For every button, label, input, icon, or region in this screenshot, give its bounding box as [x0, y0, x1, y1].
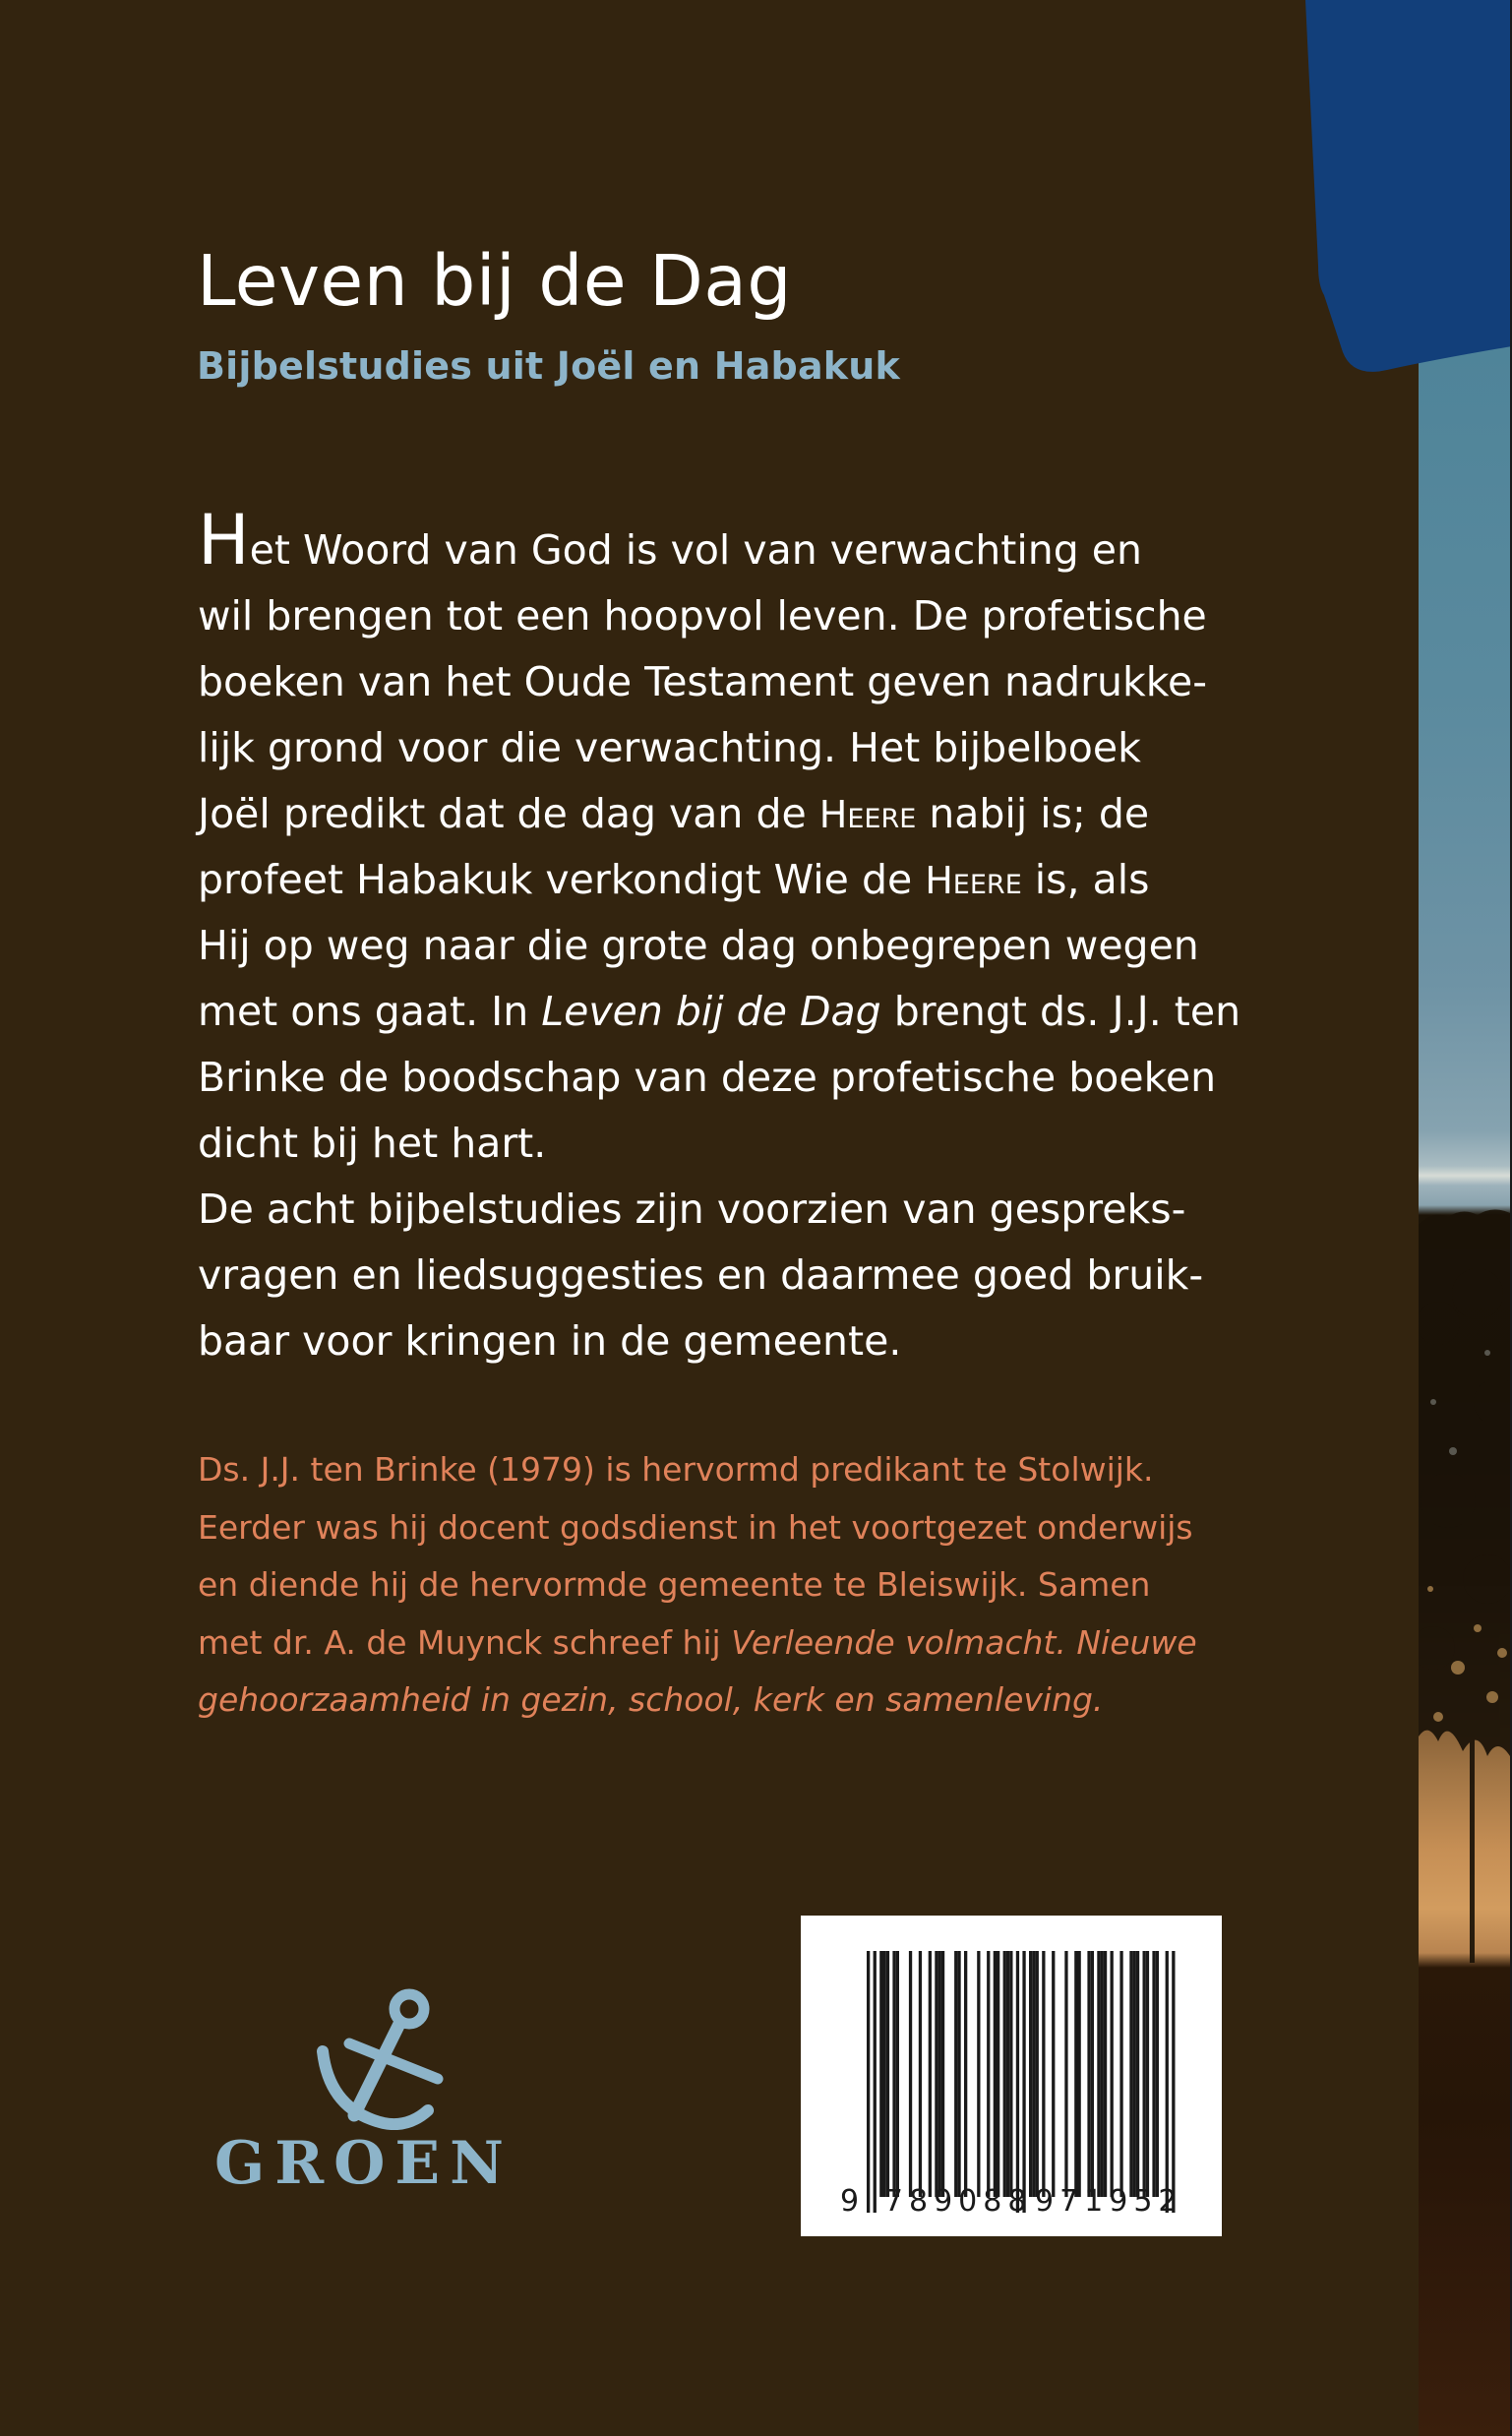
text-line [198, 1243, 1309, 1309]
tree-silhouette [1419, 1205, 1510, 1973]
small-caps-text: Heere [925, 859, 1022, 902]
text-run: vragen en liedsuggesties en daarmee goed bruik- [198, 1251, 1204, 1299]
text-run: dicht bij het hart. [198, 1120, 547, 1167]
text-line [198, 1309, 1309, 1374]
text-line [198, 1111, 1309, 1177]
text-run: met ons gaat. In [198, 988, 542, 1035]
text-line [198, 1441, 1319, 1499]
text-line [198, 1556, 1319, 1614]
back-cover-blurb [198, 500, 1309, 1374]
text-line [198, 649, 1309, 715]
text-line [198, 979, 1309, 1045]
text-line [198, 1672, 1319, 1730]
text-run: wil brengen tot een hoopvol leven. De profetische [198, 592, 1207, 639]
italic-text: gehoorzaamheid in gezin, school, kerk en samenleving. [198, 1680, 1104, 1719]
text-run: baar voor kringen in de gemeente. [198, 1317, 902, 1365]
barcode-digits: 789088 [883, 2184, 1033, 2219]
text-run: Brinke de boodschap van deze profetische boeken [198, 1054, 1217, 1101]
text-line [198, 1045, 1309, 1111]
drop-cap: H [198, 500, 250, 580]
text-run: et Woord van God is vol van verwachting en [249, 526, 1143, 574]
text-run: met dr. A. de Muynck schreef hij [198, 1622, 732, 1662]
book-subtitle: Bijbelstudies uit Joël en Habakuk [197, 344, 900, 388]
italic-text: Verleende volmacht. Nieuwe [731, 1622, 1197, 1662]
book-title: Leven bij de Dag [197, 240, 792, 322]
italic-text: Leven bij de Dag [541, 988, 881, 1035]
text-run: brengt ds. J.J. ten [880, 988, 1241, 1035]
text-run: Ds. J.J. ten Brinke (1979) is hervormd predikant te Stolwijk. [198, 1450, 1154, 1489]
text-line [198, 781, 1309, 847]
blue-ribbon-tab [1299, 0, 1512, 394]
isbn-barcode [801, 1916, 1222, 2236]
text-line [198, 500, 1309, 583]
anchor-icon [207, 1982, 531, 2130]
text-line [198, 847, 1309, 913]
publisher-name: GROEN [214, 2129, 514, 2198]
text-line [198, 1499, 1319, 1557]
text-run: profeet Habakuk verkondigt Wie de [198, 856, 926, 903]
text-line [198, 1177, 1309, 1243]
text-line [198, 913, 1309, 979]
barcode-digits: 971952 [1035, 2184, 1183, 2219]
text-run: lijk grond voor die verwachting. Het bijbelboek [198, 724, 1141, 771]
text-run: De acht bijbelstudies zijn voorzien van gespreks- [198, 1186, 1186, 1233]
author-bio [198, 1441, 1319, 1730]
text-run: is, als [1021, 856, 1150, 903]
barcode-bars [801, 1916, 1222, 2236]
text-line [198, 715, 1309, 781]
text-run: nabij is; de [916, 790, 1150, 837]
text-run: Eerder was hij docent godsdienst in het voortgezet onderwijs [198, 1507, 1193, 1547]
text-line [198, 1614, 1319, 1673]
text-run: Joël predikt dat de dag van de [198, 790, 819, 837]
text-line [198, 583, 1309, 649]
barcode-digits: 9 [840, 2184, 860, 2219]
small-caps-text: Heere [818, 793, 917, 836]
publisher-logo [207, 1982, 531, 2209]
text-run: en diende hij de hervormde gemeente te Bleiswijk. Samen [198, 1565, 1151, 1604]
text-run: Hij op weg naar die grote dag onbegrepen wegen [198, 922, 1199, 969]
text-run: boeken van het Oude Testament geven nadrukke- [198, 658, 1208, 705]
